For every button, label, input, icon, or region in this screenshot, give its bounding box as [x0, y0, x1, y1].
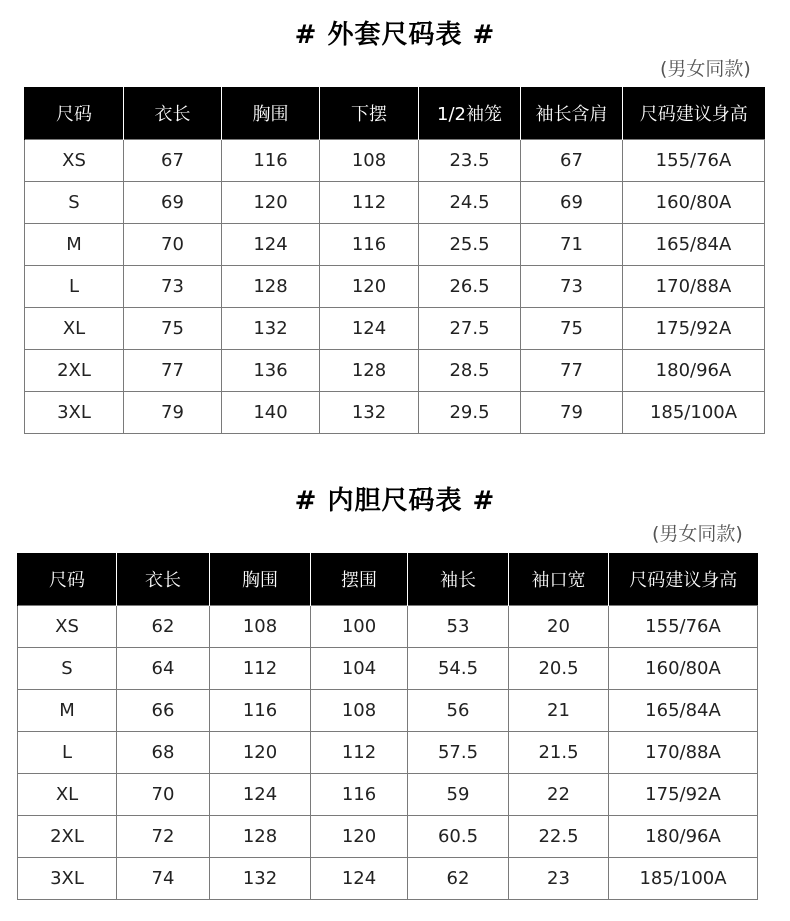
table-cell: 60.5: [408, 816, 509, 858]
table-cell: 69: [521, 182, 623, 224]
table-cell: 120: [320, 266, 419, 308]
table-cell: 180/96A: [623, 350, 765, 392]
table-cell: 185/100A: [623, 392, 765, 434]
table-cell: 23: [509, 858, 609, 900]
table-cell: 136: [222, 350, 320, 392]
table-cell: 20.5: [509, 648, 609, 690]
table-cell: 108: [311, 690, 408, 732]
table-cell: 22.5: [509, 816, 609, 858]
table-cell: 170/88A: [623, 266, 765, 308]
table-cell: 165/84A: [623, 224, 765, 266]
table-row: [18, 690, 758, 732]
outer-header-cell: 尺码建议身高: [623, 87, 765, 140]
table-cell: 77: [521, 350, 623, 392]
table-row: [18, 858, 758, 900]
table-cell: 100: [311, 606, 408, 648]
table-cell: 116: [320, 224, 419, 266]
table-cell: 180/96A: [609, 816, 758, 858]
outer-header-row: [25, 87, 765, 140]
table-cell: 21: [509, 690, 609, 732]
table-cell: 120: [311, 816, 408, 858]
size-label-cell: 2XL: [18, 816, 117, 858]
table-cell: 120: [222, 182, 320, 224]
outer-header-cell: 胸围: [222, 87, 320, 140]
table-cell: 23.5: [419, 140, 521, 182]
size-label-cell: 3XL: [18, 858, 117, 900]
table-cell: 64: [117, 648, 210, 690]
table-cell: 77: [124, 350, 222, 392]
table-cell: 54.5: [408, 648, 509, 690]
table-cell: 116: [210, 690, 311, 732]
inner-size-table: [17, 553, 758, 900]
table-cell: 116: [311, 774, 408, 816]
table-cell: 68: [117, 732, 210, 774]
size-label-cell: M: [25, 224, 124, 266]
table-row: [18, 606, 758, 648]
outer-size-table: [24, 87, 765, 434]
table-cell: 108: [320, 140, 419, 182]
size-label-cell: XL: [18, 774, 117, 816]
inner-header-row: [18, 553, 758, 606]
table-cell: 128: [210, 816, 311, 858]
table-cell: 57.5: [408, 732, 509, 774]
table-row: [25, 140, 765, 182]
table-cell: 53: [408, 606, 509, 648]
size-label-cell: M: [18, 690, 117, 732]
inner-header-cell: 尺码: [18, 553, 117, 606]
table-cell: 21.5: [509, 732, 609, 774]
table-cell: 140: [222, 392, 320, 434]
table-cell: 124: [222, 224, 320, 266]
table-cell: 124: [311, 858, 408, 900]
size-label-cell: L: [25, 266, 124, 308]
table-cell: 132: [210, 858, 311, 900]
table-cell: 28.5: [419, 350, 521, 392]
table-cell: 73: [521, 266, 623, 308]
inner-header-cell: 袖口宽: [509, 553, 609, 606]
table-cell: 175/92A: [623, 308, 765, 350]
table-cell: 155/76A: [623, 140, 765, 182]
table-cell: 70: [117, 774, 210, 816]
inner-header-cell: 胸围: [210, 553, 311, 606]
table-cell: 116: [222, 140, 320, 182]
table-cell: 128: [222, 266, 320, 308]
table-row: [25, 266, 765, 308]
table-cell: 112: [311, 732, 408, 774]
size-label-cell: L: [18, 732, 117, 774]
outer-header-cell: 尺码: [25, 87, 124, 140]
table-cell: 20: [509, 606, 609, 648]
table-cell: 155/76A: [609, 606, 758, 648]
inner-header-cell: 尺码建议身高: [609, 553, 758, 606]
table-row: [25, 182, 765, 224]
size-label-cell: XS: [18, 606, 117, 648]
outer-header-cell: 1/2袖笼: [419, 87, 521, 140]
table-row: [25, 392, 765, 434]
inner-table-body: [18, 606, 758, 900]
table-cell: 24.5: [419, 182, 521, 224]
table-cell: 70: [124, 224, 222, 266]
table-cell: 56: [408, 690, 509, 732]
table-cell: 120: [210, 732, 311, 774]
outer-header-cell: 衣长: [124, 87, 222, 140]
table-cell: 75: [521, 308, 623, 350]
table-cell: 62: [408, 858, 509, 900]
size-label-cell: S: [18, 648, 117, 690]
size-label-cell: XL: [25, 308, 124, 350]
table-cell: 75: [124, 308, 222, 350]
outer-table-title: # 外套尺码表 #: [294, 20, 496, 50]
inner-header-cell: 衣长: [117, 553, 210, 606]
table-cell: 104: [311, 648, 408, 690]
table-cell: 72: [117, 816, 210, 858]
table-cell: 67: [521, 140, 623, 182]
table-cell: 59: [408, 774, 509, 816]
table-cell: 25.5: [419, 224, 521, 266]
table-row: [25, 350, 765, 392]
table-cell: 66: [117, 690, 210, 732]
table-cell: 112: [210, 648, 311, 690]
table-cell: 160/80A: [609, 648, 758, 690]
outer-header-cell: 袖长含肩: [521, 87, 623, 140]
table-cell: 175/92A: [609, 774, 758, 816]
table-row: [18, 648, 758, 690]
table-row: [18, 774, 758, 816]
outer-unisex-note: (男女同款): [660, 58, 751, 80]
table-cell: 22: [509, 774, 609, 816]
inner-header-cell: 摆围: [311, 553, 408, 606]
table-cell: 67: [124, 140, 222, 182]
table-cell: 73: [124, 266, 222, 308]
outer-header-cell: 下摆: [320, 87, 419, 140]
table-cell: 29.5: [419, 392, 521, 434]
inner-header-cell: 袖长: [408, 553, 509, 606]
size-label-cell: 3XL: [25, 392, 124, 434]
table-cell: 132: [320, 392, 419, 434]
table-cell: 62: [117, 606, 210, 648]
table-row: [18, 732, 758, 774]
table-cell: 128: [320, 350, 419, 392]
table-cell: 74: [117, 858, 210, 900]
table-cell: 26.5: [419, 266, 521, 308]
table-cell: 165/84A: [609, 690, 758, 732]
table-cell: 170/88A: [609, 732, 758, 774]
size-label-cell: XS: [25, 140, 124, 182]
table-cell: 27.5: [419, 308, 521, 350]
table-row: [25, 224, 765, 266]
size-label-cell: S: [25, 182, 124, 224]
size-label-cell: 2XL: [25, 350, 124, 392]
table-row: [25, 308, 765, 350]
table-cell: 124: [210, 774, 311, 816]
table-cell: 79: [521, 392, 623, 434]
table-cell: 160/80A: [623, 182, 765, 224]
table-cell: 185/100A: [609, 858, 758, 900]
table-cell: 132: [222, 308, 320, 350]
table-cell: 79: [124, 392, 222, 434]
table-cell: 71: [521, 224, 623, 266]
inner-table-title: # 内胆尺码表 #: [294, 486, 496, 516]
table-cell: 108: [210, 606, 311, 648]
inner-unisex-note: (男女同款): [652, 523, 743, 545]
table-cell: 124: [320, 308, 419, 350]
outer-table-body: [25, 140, 765, 434]
table-cell: 112: [320, 182, 419, 224]
table-cell: 69: [124, 182, 222, 224]
table-row: [18, 816, 758, 858]
